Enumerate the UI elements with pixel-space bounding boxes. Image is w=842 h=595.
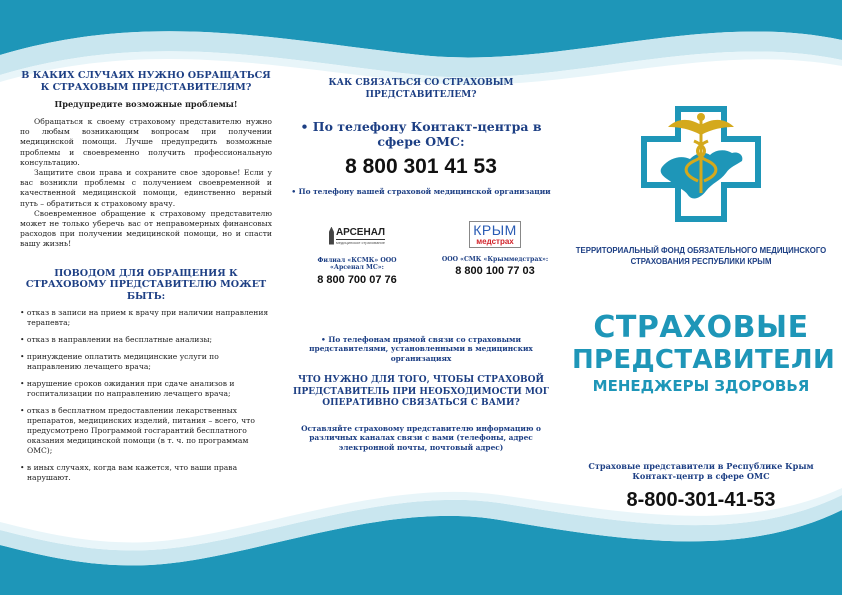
medical-cross-icon — [640, 105, 762, 223]
subtitle-health-managers: МЕНЕДЖЕРЫ ЗДОРОВЬЯ — [592, 377, 810, 395]
reasons-list — [20, 308, 272, 483]
list-item: • нарушение сроков ожидания при сдаче анализов и госпитализации по направлению лечащего врача; — [20, 379, 235, 399]
contact-heading: КАК СВЯЗАТЬСЯ СО СТРАХОВЫМ ПРЕДСТАВИТЕЛЕМ? — [328, 78, 514, 100]
left-heading: В КАКИХ СЛУЧАЯХ НУЖНО ОБРАЩАТЬСЯ К СТРАХОВЫМ ПРЕДСТАВИТЕЛЯМ? — [21, 70, 271, 93]
list-item: • в иных случаях, когда вам кажется, что ваши права нарушают. — [20, 463, 238, 483]
krymmedstrakh-block — [440, 221, 550, 278]
arsenal-caption: Филиал «КСМК» ООО «Арсенал МС»: — [317, 256, 397, 271]
arsenal-block — [302, 221, 412, 286]
list-item: • отказ в бесплатном предоставлении лекарственных препаратов, медицинских изделий, питания – всего, что предусмотрено Программой госгарантий бесплатного оказания медицинской помощи (в т. ч. по программам ОМС); — [20, 406, 255, 456]
arsenal-logo-icon: АРСЕНАЛ медицинское страхование — [329, 221, 385, 245]
title-insurance: СТРАХОВЫЕ — [593, 310, 809, 345]
left-panel — [20, 70, 272, 490]
paragraph-3: Своевременное обращение к страховому представителю может не только уберечь вас от неправомерных финансовых расходов при получении медицинской помощи, но и спасти вашу жизнь! — [20, 208, 272, 249]
reasons-heading: ПОВОДОМ ДЛЯ ОБРАЩЕНИЯ К СТРАХОВОМУ ПРЕДСТАВИТЕЛЮ МОЖЕТ БЫТЬ: — [25, 267, 267, 302]
warning-text: Предупредите возможные проблемы! — [54, 99, 238, 109]
middle-panel — [290, 78, 552, 452]
paragraph-2: Защитите свои права и сохраните свое здоровье! Если у вас возникли проблемы с получением своевременной и качественной медицинской помощи, единственно верный путь – обратиться к страховому врачу. — [20, 168, 272, 208]
answer-text: Оставляйте страховому представителю информацию о различных каналах связи с вами (телефоны, адрес электронной почты, почтовый адрес) — [301, 423, 541, 452]
arsenal-phone[interactable]: 8 800 700 07 76 — [317, 273, 397, 286]
title-representatives: ПРЕДСТАВИТЕЛИ — [572, 345, 835, 375]
direct-line-text: • По телефонам прямой связи со страховыми представителями, установленными в медицинских организациях — [309, 334, 533, 363]
list-item: • отказ в записи на прием к врачу при наличии направления терапевта; — [20, 308, 269, 328]
contact-center-phone[interactable]: 8 800 301 41 53 — [345, 155, 497, 178]
krymmedstrakh-phone[interactable]: 8 800 100 77 03 — [455, 265, 535, 277]
list-item: • отказ в направлении на бесплатные анализы; — [20, 335, 213, 345]
insurer-logos — [290, 221, 552, 329]
representatives-info: Страховые представители в Республике Крым Контакт-центр в сфере ОМС — [588, 461, 814, 481]
paragraph-1: Обращаться к своему страховому представителю нужно по любым возникающим вопросам при получении медицинской помощи. Лучше предупредить возможные проблемы и своевременно получить профессиональную консультацию. — [20, 117, 272, 167]
question-heading: ЧТО НУЖНО ДЛЯ ТОГО, ЧТОБЫ СТРАХОВОЙ ПРЕДСТАВИТЕЛЬ ПРИ НЕОБХОДИМОСТИ МОГ ОПЕРАТИВНО СВЯЗАТЬСЯ С ВАМИ? — [293, 375, 549, 408]
list-item: • принуждение оплатить медицинские услуги по направлению лечащего врача; — [20, 352, 219, 372]
right-panel — [572, 105, 835, 512]
krymmedstrakh-logo-icon: КРЫМ медстрах — [469, 221, 521, 248]
representatives-phone[interactable]: 8-800-301-41-53 — [626, 489, 776, 511]
fund-name: ТЕРРИТОРИАЛЬНЫЙ ФОНД ОБЯЗАТЕЛЬНОГО МЕДИЦИНСКОГО СТРАХОВАНИЯ РЕСПУБЛИКИ КРЫМ — [575, 246, 827, 266]
krymmedstrakh-caption: ООО «СМК «Крыммедстрах»: — [441, 255, 549, 263]
insurer-phone-label: • По телефону вашей страховой медицинской организации — [291, 187, 551, 196]
contact-center-label: • По телефону Контакт-центра в сфере ОМС: — [300, 119, 542, 149]
